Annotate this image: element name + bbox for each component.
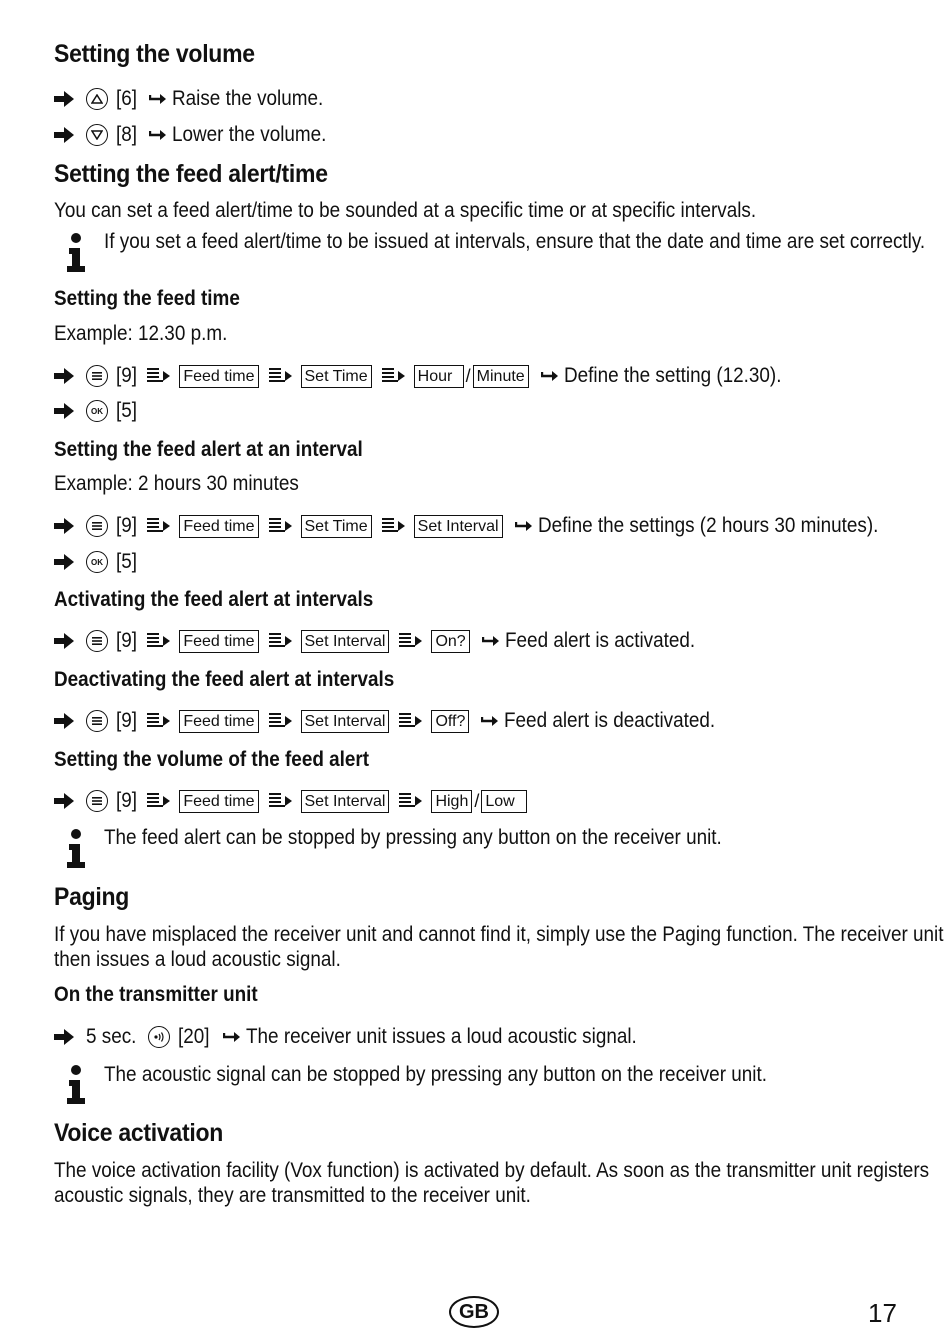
button-number: [5] [116, 550, 138, 573]
arrow-right-icon [54, 633, 74, 649]
arrow-right-icon [54, 91, 74, 107]
heading-volume: Setting the volume [54, 40, 255, 68]
menu-item-set-time: Set Time [301, 365, 372, 388]
step-result: Feed alert is activated. [504, 629, 695, 652]
paging-intro-2: then issues a loud acoustic signal. [54, 948, 341, 971]
ok-button-icon: OK [86, 551, 108, 573]
step-result: Define the settings (2 hours 30 minutes). [537, 514, 878, 537]
heading-alert-volume: Setting the volume of the feed alert [54, 748, 370, 771]
menu-item-set-interval: Set Interval [301, 630, 390, 653]
menu-item-set-time: Set Time [301, 515, 372, 538]
menu-item-high: High [431, 790, 472, 813]
button-number: [6] [116, 87, 138, 110]
arrow-right-icon [54, 368, 74, 384]
step-result: Lower the volume. [172, 123, 327, 146]
info-note: If you set a feed alert/time to be issued at intervals, ensure that the date and time are set correctly. [104, 230, 926, 253]
paging-intro-1: If you have misplaced the receiver unit and cannot find it, simply use the Paging function. The receiver unit [54, 923, 944, 946]
slash: / [465, 365, 471, 386]
interval-example: Example: 2 hours 30 minutes [54, 472, 299, 495]
step-feed-time-2 [54, 396, 145, 426]
menu-button-icon [86, 790, 108, 812]
step-result: The receiver unit issues a loud acoustic signal. [246, 1025, 637, 1048]
menu-arrow-icon [269, 517, 293, 535]
step-activate [54, 626, 716, 656]
menu-arrow-icon [147, 792, 171, 810]
heading-voice: Voice activation [54, 1119, 224, 1147]
step-raise-volume [54, 84, 340, 114]
heading-activate: Activating the feed alert at intervals [54, 588, 374, 611]
feed-intro: You can set a feed alert/time to be sounded at a specific time or at specific intervals. [54, 199, 757, 222]
button-number: [9] [116, 629, 138, 652]
info-note: The acoustic signal can be stopped by pressing any button on the receiver unit. [104, 1063, 767, 1086]
menu-item-hour: Hour [414, 365, 464, 388]
menu-item-low: Low [481, 790, 527, 813]
menu-arrow-icon [147, 712, 171, 730]
arrow-right-icon [54, 1029, 74, 1045]
result-arrow-icon [482, 635, 500, 647]
page-number: 17 [868, 1298, 897, 1328]
voice-text-1: The voice activation facility (Vox function) is activated by default. As soon as the transmitter unit registers [54, 1159, 930, 1182]
step-result: Feed alert is deactivated. [504, 709, 716, 732]
result-arrow-icon [149, 93, 167, 105]
step-alert-volume [54, 786, 535, 816]
result-arrow-icon [481, 715, 499, 727]
heading-feed-time: Setting the feed time [54, 287, 240, 310]
button-number: [9] [116, 789, 138, 812]
menu-arrow-icon [382, 517, 406, 535]
info-icon [64, 232, 88, 274]
result-arrow-icon [515, 520, 533, 532]
menu-arrow-icon [269, 712, 293, 730]
voice-text-2: acoustic signals, they are transmitted to the receiver unit. [54, 1184, 531, 1207]
arrow-right-icon [54, 713, 74, 729]
step-result: Define the setting (12.30). [563, 364, 782, 387]
menu-arrow-icon [269, 367, 293, 385]
menu-item-feed-time: Feed time [179, 790, 258, 813]
menu-item-minute: Minute [473, 365, 529, 388]
arrow-right-icon [54, 127, 74, 143]
heading-interval: Setting the feed alert at an interval [54, 438, 363, 461]
menu-item-set-interval: Set Interval [301, 710, 390, 733]
heading-feed-alert: Setting the feed alert/time [54, 160, 328, 188]
button-number: [9] [116, 709, 138, 732]
menu-button-icon [86, 515, 108, 537]
menu-item-feed-time: Feed time [179, 630, 258, 653]
arrow-right-icon [54, 554, 74, 570]
heading-deactivate: Deactivating the feed alert at intervals [54, 668, 395, 691]
menu-arrow-icon [269, 792, 293, 810]
arrow-right-icon [54, 403, 74, 419]
ok-button-icon: OK [86, 400, 108, 422]
menu-arrow-icon [269, 632, 293, 650]
result-arrow-icon [223, 1031, 241, 1043]
menu-button-icon [86, 365, 108, 387]
heading-paging: Paging [54, 883, 130, 911]
step-result: Raise the volume. [172, 87, 324, 110]
info-icon [64, 1064, 88, 1106]
menu-item-set-interval: Set Interval [414, 515, 503, 538]
menu-item-off: Off? [431, 710, 469, 733]
menu-arrow-icon [147, 367, 171, 385]
menu-button-icon [86, 630, 108, 652]
menu-arrow-icon [382, 367, 406, 385]
info-icon [64, 828, 88, 870]
menu-item-on: On? [431, 630, 469, 653]
feed-time-example: Example: 12.30 p.m. [54, 322, 228, 345]
language-badge: GB [449, 1296, 499, 1328]
arrow-right-icon [54, 518, 74, 534]
button-number: [20] [178, 1025, 210, 1048]
info-note: The feed alert can be stopped by pressing any button on the receiver unit. [104, 826, 722, 849]
step-lower-volume [54, 120, 344, 150]
up-button-icon [86, 88, 108, 110]
step-feed-time-1 [54, 361, 805, 391]
down-button-icon [86, 124, 108, 146]
duration: 5 sec. [86, 1025, 137, 1048]
menu-item-feed-time: Feed time [179, 710, 258, 733]
menu-item-set-interval: Set Interval [301, 790, 390, 813]
paging-button-icon [148, 1026, 170, 1048]
slash: / [474, 790, 480, 811]
button-number: [9] [116, 364, 138, 387]
button-number: [9] [116, 514, 138, 537]
menu-arrow-icon [399, 792, 423, 810]
menu-arrow-icon [147, 517, 171, 535]
step-interval-1 [54, 511, 916, 541]
button-number: [5] [116, 399, 138, 422]
button-number: [8] [116, 123, 138, 146]
arrow-right-icon [54, 793, 74, 809]
result-arrow-icon [541, 370, 559, 382]
menu-item-feed-time: Feed time [179, 515, 258, 538]
step-interval-2 [54, 547, 145, 577]
menu-button-icon [86, 710, 108, 732]
menu-item-feed-time: Feed time [179, 365, 258, 388]
heading-transmitter: On the transmitter unit [54, 983, 258, 1006]
step-paging [54, 1022, 680, 1052]
step-deactivate [54, 706, 739, 736]
menu-arrow-icon [147, 632, 171, 650]
menu-arrow-icon [399, 712, 423, 730]
result-arrow-icon [149, 129, 167, 141]
menu-arrow-icon [399, 632, 423, 650]
